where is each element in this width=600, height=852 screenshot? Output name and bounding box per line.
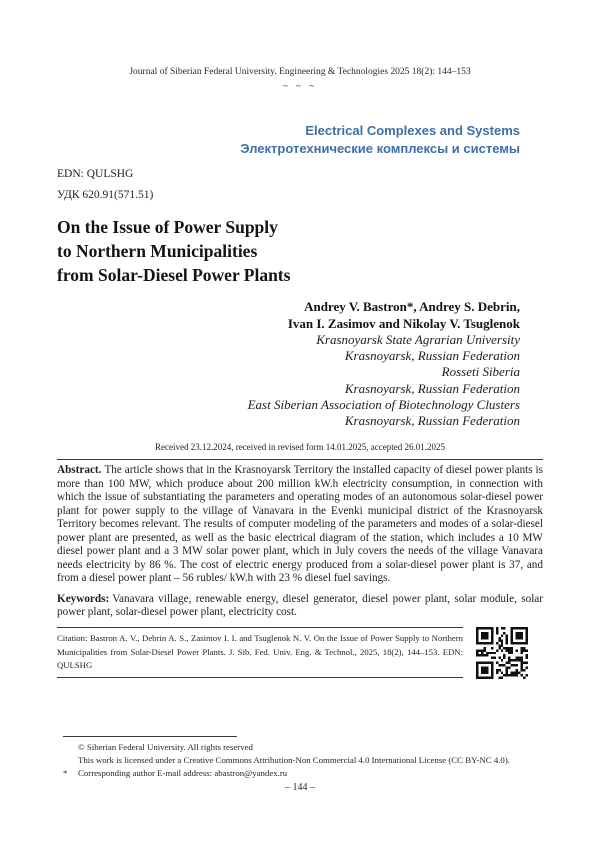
corresponding-author-line [63,767,553,780]
keywords-paragraph [57,593,543,620]
affiliations-block [57,332,543,429]
footer-block [63,736,553,780]
affiliation-line: Krasnoyarsk, Russian Federation [344,413,520,429]
footnote-divider [63,736,237,737]
page-number: – 144 – [285,782,315,793]
qr-code-icon [476,627,528,679]
authors-block [57,299,543,332]
received-dates: Received 23.12.2024, received in revised form 14.01.2025, accepted 26.01.2025 [57,442,543,460]
tilde-separator: ~ ~ ~ [282,81,318,91]
affiliation-line: East Siberian Association of Biotechnology Clusters [247,396,520,412]
udk-code: УДК 620.91(571.51) [57,189,154,201]
authors-line: Andrey V. Bastron*, Andrey S. Debrin, [304,299,520,314]
license-line: This work is licensed under a Creative Commons Attribution-Non Commercial 4.0 International License (CC BY-NC 4.0). [78,755,510,765]
copyright-line: © Siberian Federal University. All rights reserved [78,742,253,752]
authors-line: Ivan I. Zasimov and Nikolay V. Tsuglenok [287,315,520,331]
abstract-label: Abstract. [57,464,102,477]
edn-code: EDN: QULSHG [57,168,134,180]
affiliation-line: Krasnoyarsk, Russian Federation [344,380,520,396]
article-title [57,215,543,287]
keywords-label: Keywords: [57,592,110,605]
affiliation-line: Rosseti Siberia [441,364,520,380]
footnote-marker: * [63,768,68,778]
section-heading-en: Electrical Complexes and Systems [305,123,520,138]
affiliation-line: Krasnoyarsk State Agrarian University [316,332,520,347]
article-title-line: to Northern Municipalities [57,241,258,261]
article-title-line: On the Issue of Power Supply [57,217,278,237]
journal-header: Journal of Siberian Federal University. Engineering & Technologies 2025 18(2): 144–153 [129,67,471,77]
citation-text: Citation: Bastron A. V., Debrin A. S., Zasimov I. I. and Tsuglenok N. V. On the Issue of Power Supply to Northern Municipalities from Solar-Diesel Power Plants. J. Sib. Fed. Univ. Eng. & Technol., 2025, 18(2), 144–153. EDN: QULSHG [57,627,463,678]
section-heading-ru: Электротехнические комплексы и системы [240,140,520,156]
abstract-paragraph [57,464,543,586]
abstract-text: The article shows that in the Krasnoyarsk Territory the installed capacity of diesel power plants is more than 100 MW, which produce about 200 million kW.h electricity consumption, in connection with which the issue of substantiating the parameters and operating modes of an autonomous solar-diesel power plant for power supply to the village of Vanavara in the Evenki municipal district of the Krasnoyarsk Territory becomes relevant. The results of computer modeling of the parameters and modes of a solar-diesel power plant are presented, as well as the basic electrical diagram of the station, which includes a 10 MW diesel power plant and a 3 MW solar power plant, which in July covers the needs of the village Vanavara needs electricity by 86 %. The cost of electric energy produced from a solar-diesel power plant is 37, and from a diesel power plant – 56 rubles/ kW.h with 23 % diesel fuel savings. [57,464,543,585]
corresponding-author-text: Corresponding author E-mail address: abastron@yandex.ru [78,768,288,778]
page-content [0,67,600,679]
article-title-line: from Solar-Diesel Power Plants [57,265,291,285]
affiliation-line: Krasnoyarsk, Russian Federation [344,348,520,364]
section-heading-block [57,122,543,157]
citation-block [57,627,543,679]
keywords-text: Vanavara village, renewable energy, diesel generator, diesel power plant, solar module, solar power plant, solar-diesel power plant, electricity cost. [57,592,543,619]
